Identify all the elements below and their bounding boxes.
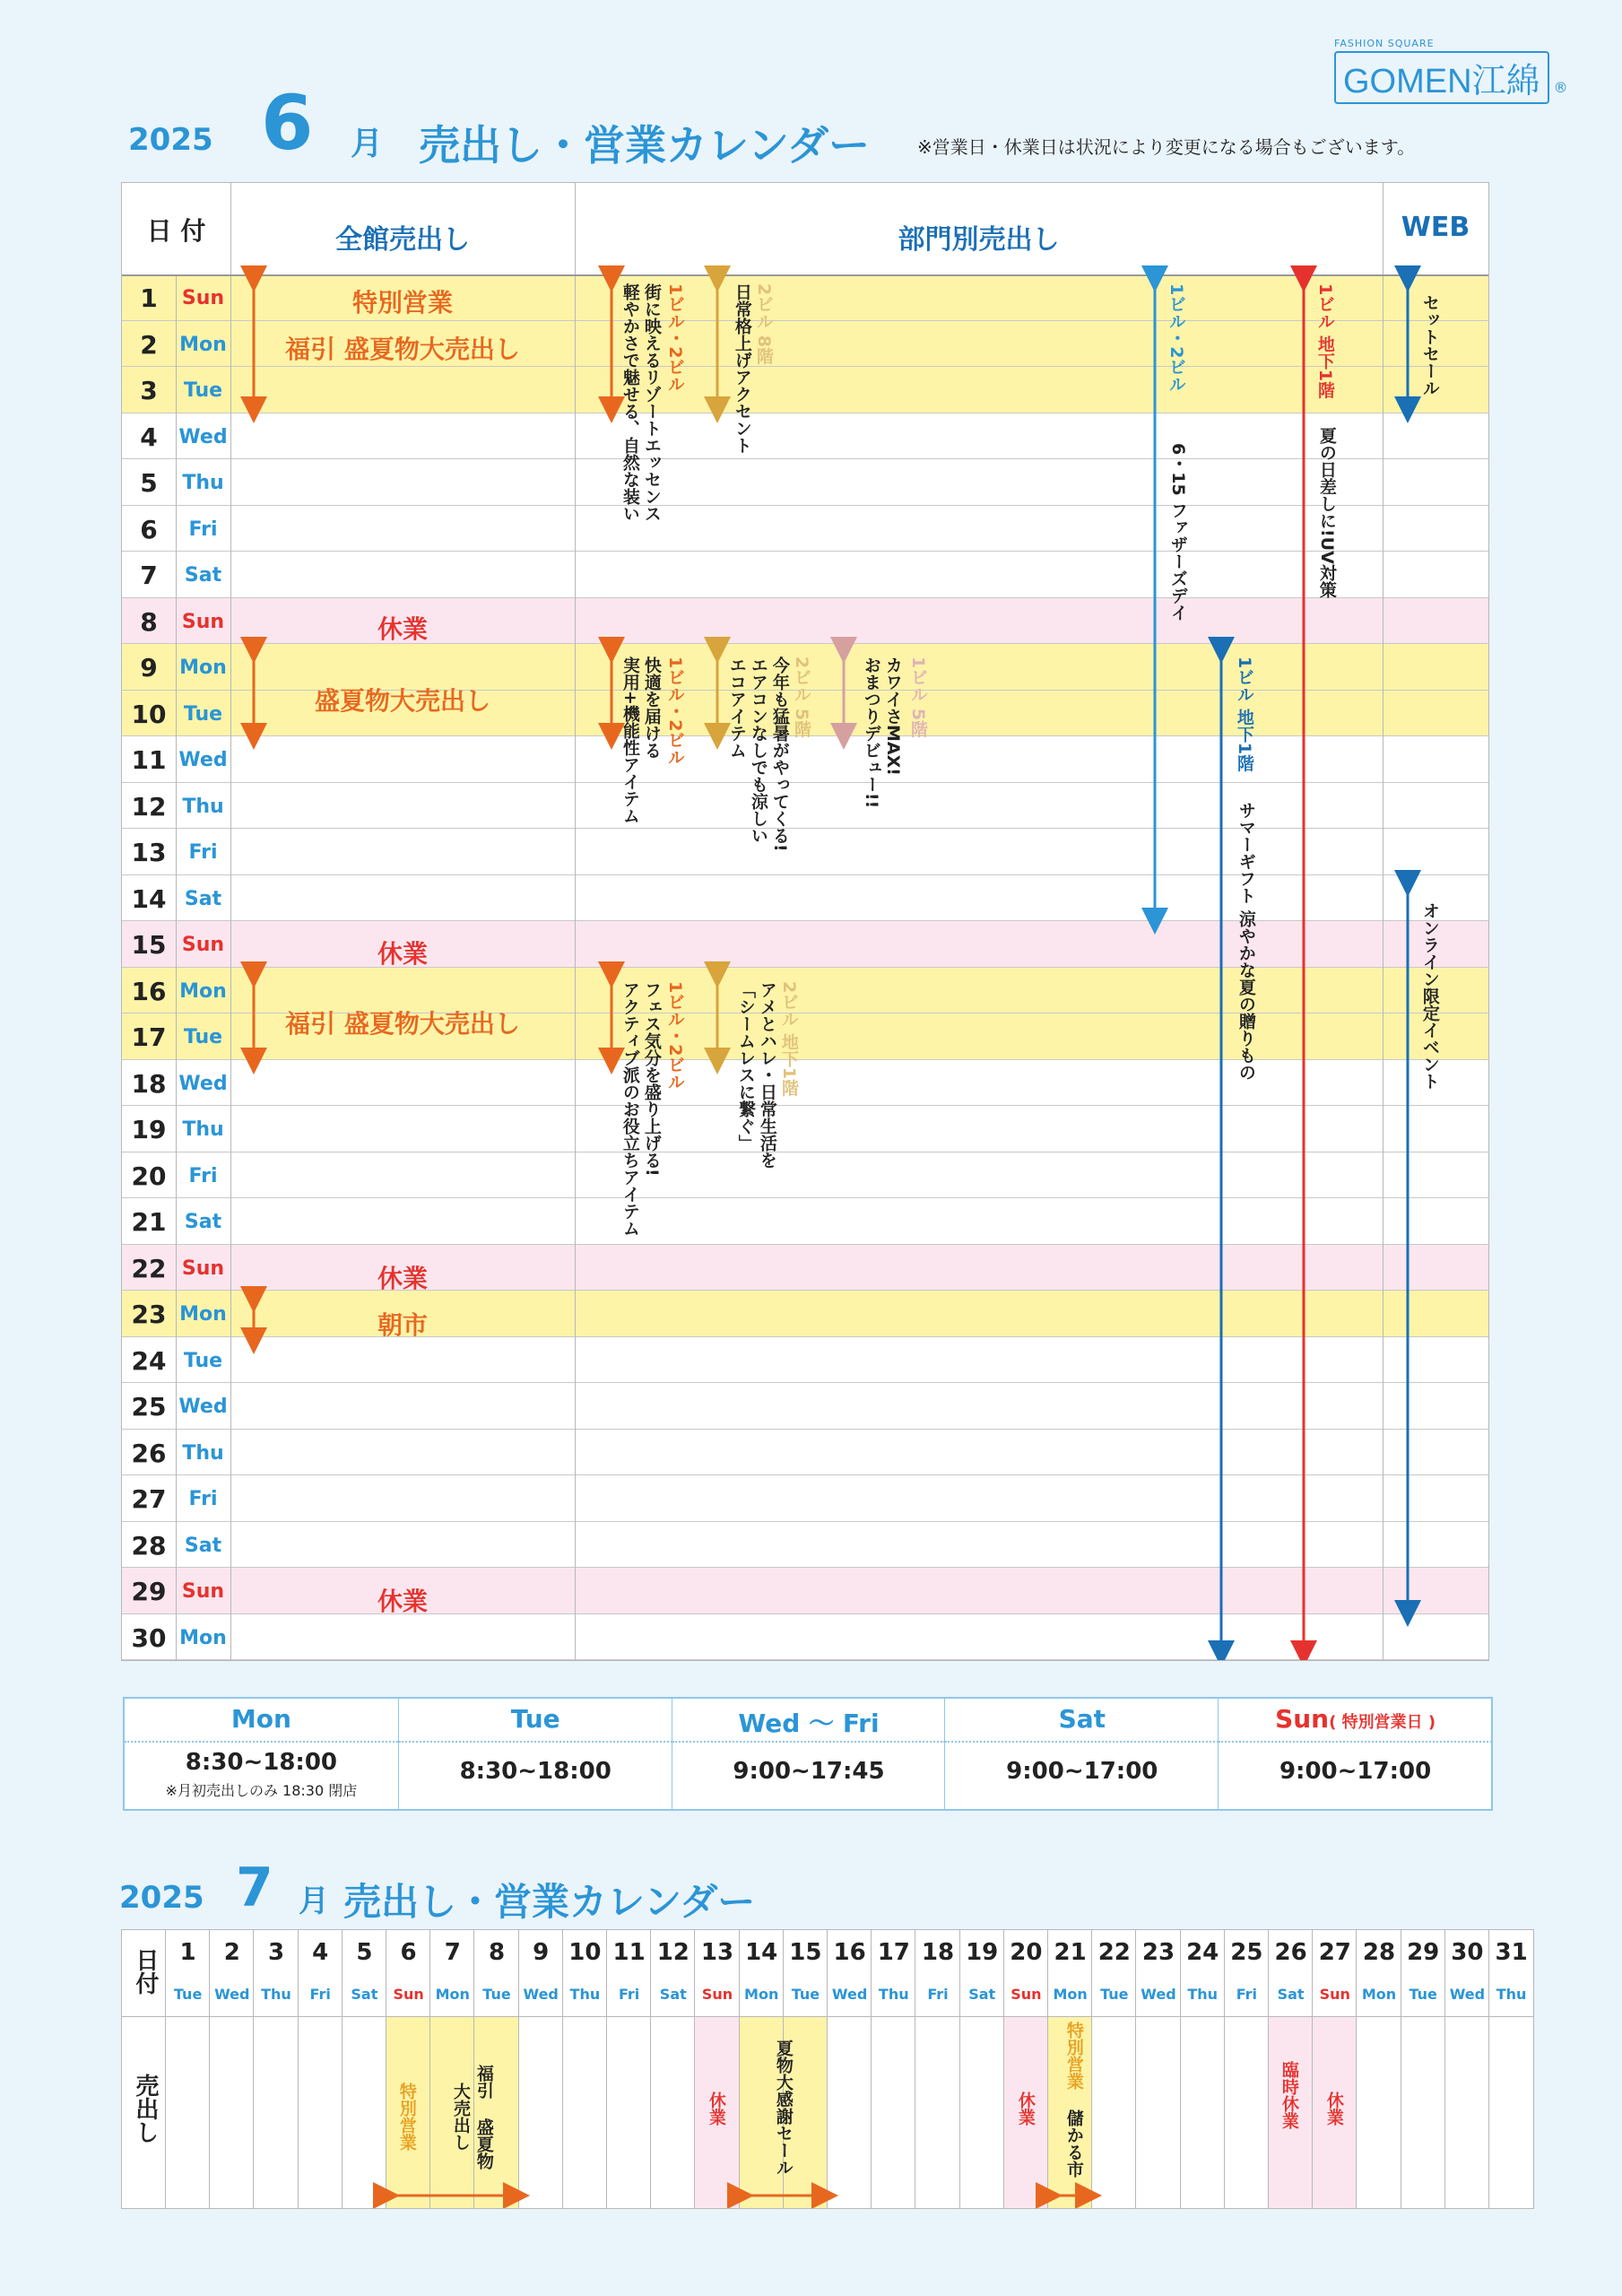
july-day-number: 6 xyxy=(400,1939,417,1966)
hours-time: 9:00~17:00 xyxy=(1006,1758,1158,1785)
weekday: Tue xyxy=(183,702,223,726)
july-weekday: Fri xyxy=(618,1986,640,2003)
logo-registered: ® xyxy=(1553,79,1568,96)
july-weekday: Wed xyxy=(214,1986,250,2003)
july-temp-closed: 臨時休業 xyxy=(1279,2061,1299,2129)
weekday: Sun xyxy=(181,1580,225,1603)
july-closed-27: 休業 xyxy=(1323,2092,1344,2126)
june-month: 6 xyxy=(261,79,314,167)
day-number: 2 xyxy=(140,329,158,360)
event-closed-8: 休業 xyxy=(377,614,428,644)
weekday: Sat xyxy=(184,887,222,910)
business-hours-table xyxy=(123,1697,1493,1811)
event-arrows xyxy=(122,183,1488,1660)
dept-e9-text: サマーギフト 涼やかな夏の贈りもの xyxy=(1236,802,1256,1081)
hours-day: Sat xyxy=(1058,1704,1106,1734)
july-month: 7 xyxy=(236,1857,273,1919)
hours-day-label xyxy=(672,1704,946,1740)
header-date: 日 付 xyxy=(146,216,206,246)
dept-e3-text2: 実用+機能性アイテム xyxy=(620,657,640,824)
weekday: Mon xyxy=(179,1626,227,1649)
dept-e5-location: 1ビル 5階 xyxy=(907,657,928,738)
day-number: 16 xyxy=(131,976,167,1006)
day-number: 6 xyxy=(140,514,158,544)
weekday: Sun xyxy=(181,1257,225,1280)
day-number: 26 xyxy=(131,1438,167,1468)
weekday: Wed xyxy=(178,1396,228,1418)
weekday: Sat xyxy=(184,1534,222,1557)
dept-e8-text: 6・15 ファザーズデイ xyxy=(1167,443,1188,622)
dept-e10-location: 1ビル 地下1階 xyxy=(1314,283,1335,399)
july-weekday: Sun xyxy=(1010,1986,1042,2003)
hours-day: Wed ～ Fri xyxy=(738,1709,880,1738)
dept-e7-location: 2ビル 地下1階 xyxy=(778,981,799,1097)
day-number: 28 xyxy=(131,1530,167,1561)
weekday: Fri xyxy=(188,1164,218,1187)
dept-e1-text1: 街に映えるリゾートエッセンス xyxy=(641,283,662,522)
july-day-number: 29 xyxy=(1407,1939,1440,1966)
dept-e1-location: 1ビル・2ビル xyxy=(664,283,685,393)
dept-e4-text1: 今年も猛暑がやってくる! xyxy=(769,657,790,852)
hours-time: 8:30~18:00 xyxy=(459,1758,612,1785)
july-day-number: 14 xyxy=(745,1939,778,1966)
july-fukubiki-2: 大売出し xyxy=(450,2083,471,2151)
hours-column xyxy=(944,1699,1218,1809)
dept-e2-location: 2ビル 8階 xyxy=(753,283,774,365)
dept-e6-text1: フェス気分を盛り上げる! xyxy=(641,981,662,1177)
event-seika-sale: 盛夏物大売出し xyxy=(314,686,490,716)
day-number: 8 xyxy=(140,606,158,637)
dept-e4-location: 2ビル 5階 xyxy=(791,657,811,738)
july-day-number: 17 xyxy=(877,1939,910,1966)
day-number: 14 xyxy=(131,883,167,914)
july-day-number: 2 xyxy=(223,1939,240,1966)
july-weekday: Wed xyxy=(523,1986,559,2003)
day-number: 5 xyxy=(140,468,158,498)
weekday: Mon xyxy=(179,1303,227,1326)
july-day-number: 8 xyxy=(488,1939,506,1966)
july-kansha-sale: 夏物大感謝セール xyxy=(773,2039,794,2176)
july-day-number: 19 xyxy=(966,1939,999,1966)
july-day-number: 16 xyxy=(833,1939,866,1966)
day-number: 11 xyxy=(131,745,167,775)
event-closed-22: 休業 xyxy=(377,1264,428,1293)
hours-column xyxy=(125,1699,398,1809)
day-number: 12 xyxy=(131,791,167,822)
day-number: 4 xyxy=(140,422,158,452)
event-closed-29: 休業 xyxy=(377,1587,428,1616)
weekday: Thu xyxy=(182,795,224,818)
july-weekday: Sat xyxy=(351,1986,378,2003)
dept-e7-text2: 「シームレスに繋ぐ」 xyxy=(735,981,756,1152)
july-day-number: 25 xyxy=(1230,1939,1263,1966)
july-event-arrows xyxy=(122,1930,1533,2208)
day-number: 1 xyxy=(140,283,158,313)
july-day-number: 10 xyxy=(568,1939,602,1966)
dept-e6-text2: アクティブ派のお役立ちアイテム xyxy=(620,981,640,1237)
july-special-21: 特別営業 xyxy=(1063,2022,1084,2090)
hours-day: Sun xyxy=(1275,1704,1330,1734)
hours-time: 9:00~17:00 xyxy=(1279,1758,1432,1785)
day-number: 17 xyxy=(131,1022,167,1052)
july-weekday: Tue xyxy=(482,1986,511,2003)
july-weekday: Thu xyxy=(569,1986,601,2003)
dept-e2-text: 日常格上げアクセント xyxy=(732,283,752,454)
dept-e8-location: 1ビル・2ビル xyxy=(1166,283,1186,393)
hours-time: 9:00~17:45 xyxy=(733,1758,885,1785)
weekday: Wed xyxy=(178,425,228,448)
hours-day: Mon xyxy=(230,1704,291,1734)
weekday: Sun xyxy=(181,934,225,956)
july-day-number: 22 xyxy=(1097,1939,1131,1966)
hours-day-label xyxy=(1219,1704,1492,1734)
july-fukubiki: 福引 盛夏物 xyxy=(473,2065,494,2170)
july-day-number: 7 xyxy=(444,1939,461,1966)
day-number: 13 xyxy=(131,838,167,867)
event-fukubiki-sale-2: 福引 盛夏物大売出し xyxy=(285,1009,520,1039)
july-weekday: Sun xyxy=(1319,1986,1350,2003)
logo-tag: FASHION SQUARE xyxy=(1334,38,1435,49)
event-morning-market: 朝市 xyxy=(377,1310,428,1340)
july-day-number: 5 xyxy=(356,1939,373,1966)
header-all-store-sales: 全館売出し xyxy=(335,224,470,256)
dept-e3-location: 1ビル・2ビル xyxy=(664,657,685,766)
july-special-business: 特別営業 xyxy=(396,2083,417,2151)
june-page-title: 売出し・営業カレンダー xyxy=(419,121,871,170)
july-month-unit: 月 xyxy=(299,1883,329,1919)
dept-e4-text3: エコアイテム xyxy=(726,657,747,759)
july-day-number: 11 xyxy=(612,1939,646,1966)
july-day-number: 31 xyxy=(1495,1939,1528,1966)
june-calendar xyxy=(121,182,1489,1661)
july-closed-20: 休業 xyxy=(1015,2092,1036,2126)
july-closed-13: 休業 xyxy=(706,2092,726,2126)
day-number: 20 xyxy=(131,1161,167,1191)
dept-e1-text2: 軽やかさで魅せる、自然な装い xyxy=(620,283,640,522)
july-weekday: Fri xyxy=(1236,1986,1258,2003)
july-day-number: 21 xyxy=(1054,1939,1087,1966)
weekday: Fri xyxy=(188,1488,218,1510)
web-online-event: オンライン限定イベント xyxy=(1419,902,1440,1090)
dept-e7-text1: アメとハレ・日常生活を xyxy=(757,981,777,1169)
june-note: ※営業日・休業日は状況により変更になる場合もございます。 xyxy=(917,136,1416,158)
july-weekday: Wed xyxy=(1141,1986,1176,2003)
july-year: 2025 xyxy=(119,1880,204,1916)
hours-column xyxy=(1218,1699,1491,1809)
day-number: 27 xyxy=(131,1484,167,1514)
july-weekday: Thu xyxy=(1187,1986,1219,2003)
july-weekday: Tue xyxy=(1409,1986,1437,2003)
july-day-number: 1 xyxy=(179,1939,196,1966)
web-set-sale: セットセール xyxy=(1419,294,1440,396)
logo-brand: GOMEN江綿 xyxy=(1343,63,1540,100)
weekday: Sat xyxy=(184,564,222,587)
dept-e6-location: 1ビル・2ビル xyxy=(664,981,685,1091)
july-day-number: 26 xyxy=(1274,1939,1307,1966)
weekday: Fri xyxy=(188,841,218,864)
july-day-number: 27 xyxy=(1318,1939,1351,1966)
weekday: Sun xyxy=(181,287,225,309)
july-day-number: 12 xyxy=(656,1939,690,1966)
day-number: 9 xyxy=(140,653,158,683)
day-number: 30 xyxy=(131,1622,167,1653)
header-department-sales: 部門別売出し xyxy=(898,224,1060,256)
july-weekday: Wed xyxy=(1449,1986,1486,2003)
july-weekday: Sat xyxy=(968,1986,996,2003)
july-weekday: Fri xyxy=(927,1986,949,2003)
weekday: Wed xyxy=(178,1072,228,1095)
weekday: Mon xyxy=(179,979,227,1003)
dept-e4-text2: エアコンなしでも涼しい xyxy=(748,657,768,844)
july-date-label: 日付 xyxy=(131,1948,159,1995)
weekday: Mon xyxy=(179,333,227,356)
july-weekday: Mon xyxy=(744,1986,779,2003)
weekday: Thu xyxy=(182,1118,224,1141)
hours-day-sub: ( 特別営業日 ) xyxy=(1329,1713,1436,1732)
july-weekday: Sun xyxy=(701,1986,733,2003)
dept-e9-location: 1ビル 地下1階 xyxy=(1234,657,1254,772)
july-weekday: Sat xyxy=(659,1986,687,2003)
hours-note: ※月初売出しのみ 18:30 閉店 xyxy=(165,1782,358,1799)
hours-day-label xyxy=(125,1704,398,1734)
july-weekday: Tue xyxy=(173,1986,203,2003)
dept-e5-text2: おまつりデビュー!! xyxy=(861,657,881,809)
hours-column xyxy=(672,1699,945,1809)
july-day-number: 4 xyxy=(312,1939,329,1966)
day-number: 21 xyxy=(131,1207,167,1237)
july-weekday: Sat xyxy=(1277,1986,1305,2003)
july-day-number: 13 xyxy=(700,1939,734,1966)
hours-column xyxy=(398,1699,672,1809)
july-weekday: Mon xyxy=(1053,1986,1088,2003)
hours-day: Tue xyxy=(510,1704,560,1734)
july-day-number: 20 xyxy=(1010,1939,1043,1966)
july-weekday: Tue xyxy=(1100,1986,1129,2003)
day-number: 18 xyxy=(131,1068,167,1099)
july-weekday: Mon xyxy=(1361,1986,1397,2003)
weekday: Tue xyxy=(183,1349,223,1372)
weekday: Thu xyxy=(182,1441,224,1465)
day-number: 10 xyxy=(131,699,167,729)
july-weekday: Thu xyxy=(878,1986,909,2003)
hours-day-label xyxy=(945,1704,1219,1734)
july-weekday: Thu xyxy=(1496,1986,1527,2003)
july-day-number: 3 xyxy=(267,1939,285,1966)
july-page-title: 売出し・営業カレンダー xyxy=(343,1880,756,1924)
header-web: WEB xyxy=(1401,212,1470,243)
dept-e5-text1: カワイさMAX! xyxy=(882,657,903,776)
july-day-number: 9 xyxy=(533,1939,550,1966)
july-weekday: Tue xyxy=(791,1986,820,2003)
weekday: Wed xyxy=(178,749,228,771)
day-number: 29 xyxy=(131,1577,167,1606)
weekday: Tue xyxy=(183,1026,223,1048)
day-number: 25 xyxy=(131,1392,167,1422)
july-day-number: 23 xyxy=(1141,1939,1175,1966)
july-day-number: 28 xyxy=(1362,1939,1396,1966)
july-weekday: Thu xyxy=(261,1986,291,2003)
dept-e10-text: 夏の日差しに!UV対策 xyxy=(1316,427,1337,598)
day-number: 22 xyxy=(131,1253,167,1283)
july-day-number: 24 xyxy=(1186,1939,1219,1966)
day-number: 24 xyxy=(131,1345,167,1376)
july-calendar xyxy=(121,1929,1534,2209)
july-weekday: Sun xyxy=(393,1986,424,2003)
dept-e3-text1: 快適を届ける xyxy=(641,657,662,759)
event-fukubiki-sale-1: 福引 盛夏物大売出し xyxy=(285,335,520,364)
weekday: Sat xyxy=(184,1211,222,1233)
event-closed-15: 休業 xyxy=(377,939,428,969)
june-month-unit: 月 xyxy=(351,126,384,162)
weekday: Fri xyxy=(188,517,218,541)
event-special-business: 特別営業 xyxy=(351,288,453,317)
july-weekday: Fri xyxy=(309,1986,331,2003)
june-title-bar xyxy=(128,79,1527,170)
july-sale-label: 売出し xyxy=(131,2074,159,2144)
july-weekday: Wed xyxy=(831,1986,868,2003)
hours-time: 8:30~18:00 xyxy=(185,1749,337,1776)
july-mokaru: 儲かる市 xyxy=(1063,2109,1084,2178)
day-number: 23 xyxy=(131,1300,167,1329)
hours-day-label xyxy=(399,1704,672,1734)
july-day-number: 18 xyxy=(921,1939,955,1966)
weekday: Thu xyxy=(182,472,224,494)
june-year: 2025 xyxy=(128,122,213,158)
weekday: Tue xyxy=(183,379,223,402)
day-number: 3 xyxy=(140,376,158,405)
day-number: 19 xyxy=(131,1115,167,1144)
day-number: 7 xyxy=(140,561,158,590)
july-weekday: Mon xyxy=(435,1986,470,2003)
july-day-number: 30 xyxy=(1451,1939,1484,1966)
weekday: Mon xyxy=(179,657,227,679)
day-number: 15 xyxy=(131,930,167,960)
july-day-number: 15 xyxy=(789,1939,822,1966)
weekday: Sun xyxy=(181,610,225,633)
july-title-bar xyxy=(119,1857,926,1924)
